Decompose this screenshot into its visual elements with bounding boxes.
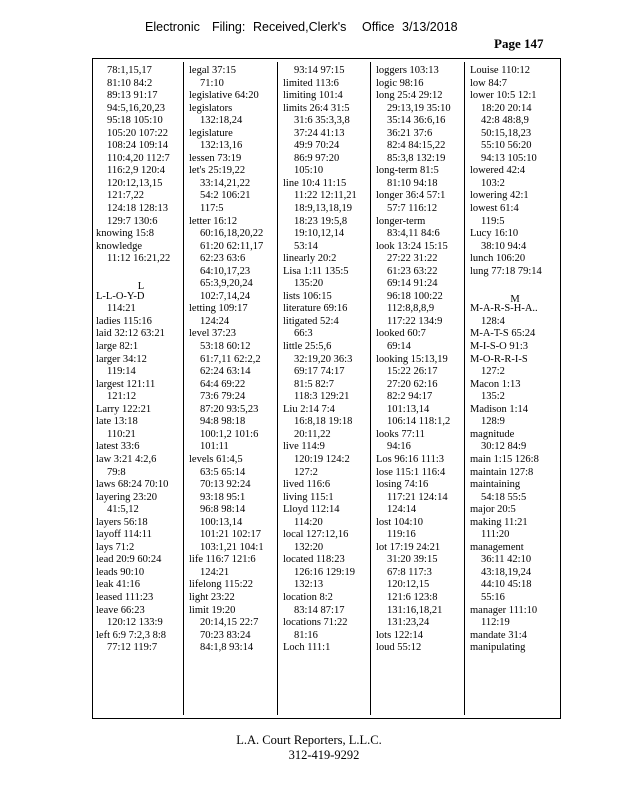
index-line: mandate 31:4 xyxy=(470,629,527,641)
section-letter-heading: M xyxy=(510,293,520,305)
index-line: limit 19:20 xyxy=(189,604,236,616)
index-line: 37:24 41:13 xyxy=(294,127,345,139)
index-line: low 84:7 xyxy=(470,77,508,89)
index-column-3 xyxy=(283,65,373,655)
index-line: 114:21 xyxy=(107,303,136,315)
index-line: Macon 1:13 xyxy=(470,378,521,390)
index-line: 100:13,14 xyxy=(200,516,243,528)
index-line: 44:10 45:18 xyxy=(481,579,532,591)
index-line: 121:6 123:8 xyxy=(387,591,438,603)
index-line: let's 25:19,22 xyxy=(189,165,246,177)
index-line: 106:14 118:1,2 xyxy=(387,416,451,428)
index-line: 83:4,11 84:6 xyxy=(387,228,440,240)
index-line: 121:12 xyxy=(107,391,137,403)
index-line: 112:19 xyxy=(481,617,510,629)
index-line: M-I-S-O 91:3 xyxy=(470,341,529,353)
index-line: 42:8 48:8,9 xyxy=(481,115,529,127)
index-line: Lloyd 112:14 xyxy=(283,504,340,516)
index-line: looked 60:7 xyxy=(376,328,426,340)
index-line: 31:6 35:3,3,8 xyxy=(294,115,350,127)
index-line: 131:23,24 xyxy=(387,617,430,629)
index-line: Los 96:16 111:3 xyxy=(376,453,445,465)
index-line: 117:21 124:14 xyxy=(387,491,448,503)
index-line: location 8:2 xyxy=(283,591,333,603)
index-line: lead 20:9 60:24 xyxy=(96,554,162,566)
index-line: layoff 114:11 xyxy=(96,529,152,541)
page-number: Page 147 xyxy=(494,36,544,51)
index-line: level 37:23 xyxy=(189,328,236,340)
index-line: 111:20 xyxy=(481,529,510,541)
stamp-office: Office xyxy=(362,20,395,34)
index-line: 129:7 130:6 xyxy=(107,215,158,227)
index-line: 35:14 36:6,16 xyxy=(387,115,446,127)
index-line: 65:3,9,20,24 xyxy=(200,278,253,290)
stamp-date: 3/13/2018 xyxy=(402,20,458,34)
index-line: little 25:5,6 xyxy=(283,341,332,353)
index-line: 50:15,18,23 xyxy=(481,127,532,139)
index-line: 53:18 60:12 xyxy=(200,341,251,353)
index-line: 11:22 12:11,21 xyxy=(294,190,357,202)
blank-line xyxy=(470,278,560,291)
blank-line xyxy=(96,266,186,279)
index-line: Lucy 16:10 xyxy=(470,228,519,240)
index-line: law 3:21 4:2,6 xyxy=(96,453,157,465)
index-column-1 xyxy=(96,65,186,655)
index-line: laws 68:24 70:10 xyxy=(96,479,169,491)
index-line: layering 23:20 xyxy=(96,491,157,503)
index-line: 71:10 xyxy=(200,77,224,89)
index-line: 77:12 119:7 xyxy=(107,642,158,654)
index-line: loggers 103:13 xyxy=(376,65,439,76)
index-line: L-L-O-Y-D xyxy=(96,290,145,302)
index-line: 67:8 117:3 xyxy=(387,566,432,578)
index-line: 119:16 xyxy=(387,529,416,541)
index-line: 78:1,15,17 xyxy=(107,65,152,76)
index-line: litigated 52:4 xyxy=(283,315,339,327)
index-line: looks 77:11 xyxy=(376,428,425,440)
index-line: living 115:1 xyxy=(283,491,334,503)
index-line: 81:10 94:18 xyxy=(387,177,438,189)
index-line: large 82:1 xyxy=(96,341,139,353)
index-line: 64:10,17,23 xyxy=(200,265,251,277)
index-line: Lisa 1:11 135:5 xyxy=(283,265,349,277)
index-line: 100:1,2 101:6 xyxy=(200,428,259,440)
index-line: 19:10,12,14 xyxy=(294,228,345,240)
index-line: 54:2 106:21 xyxy=(200,190,251,202)
index-line: loud 55:12 xyxy=(376,642,422,654)
index-line: ladies 115:16 xyxy=(96,315,152,327)
index-line: 101:21 102:17 xyxy=(200,529,261,541)
index-line: manager 111:10 xyxy=(470,604,538,616)
footer-phone: 312-419-9292 xyxy=(288,748,360,762)
index-line: major 20:5 xyxy=(470,504,516,516)
index-line: 70:23 83:24 xyxy=(200,629,251,641)
index-line: knowing 15:8 xyxy=(96,228,155,240)
index-line: life 116:7 121:6 xyxy=(189,554,256,566)
index-line: 27:20 62:16 xyxy=(387,378,438,390)
index-line: lowered 42:4 xyxy=(470,165,526,177)
index-line: leave 66:23 xyxy=(96,604,145,616)
index-line: 101:11 xyxy=(200,441,229,453)
index-line: Loch 111:1 xyxy=(283,642,331,654)
index-line: 94:8 98:18 xyxy=(200,416,246,428)
index-line: 117:22 134:9 xyxy=(387,315,443,327)
index-line: lots 122:14 xyxy=(376,629,423,641)
index-line: live 114:9 xyxy=(283,441,325,453)
index-line: maintain 127:8 xyxy=(470,466,534,478)
index-line: 15:22 26:17 xyxy=(387,366,438,378)
index-line: 102:7,14,24 xyxy=(200,290,251,302)
index-column-2 xyxy=(189,65,279,655)
stamp-electronic: Electronic xyxy=(145,20,200,34)
index-line: lays 71:2 xyxy=(96,541,135,553)
index-line: longer-term xyxy=(376,215,426,227)
index-line: 120:12 133:9 xyxy=(107,617,163,629)
index-line: 36:11 42:10 xyxy=(481,554,532,566)
index-line: 126:16 129:19 xyxy=(294,566,355,578)
index-line: making 11:21 xyxy=(470,516,528,528)
index-line: letter 16:12 xyxy=(189,215,238,227)
index-line: 103:2 xyxy=(481,177,505,189)
index-line: 103:1,21 104:1 xyxy=(200,541,264,553)
index-line: lowest 61:4 xyxy=(470,203,519,215)
index-line: legislative 64:20 xyxy=(189,90,259,102)
index-line: management xyxy=(470,541,524,553)
index-line: 84:1,8 93:14 xyxy=(200,642,254,654)
index-line: leak 41:16 xyxy=(96,579,141,591)
index-line: 114:20 xyxy=(294,516,323,528)
index-line: 61:7,11 62:2,2 xyxy=(200,353,261,365)
index-line: 85:3,8 132:19 xyxy=(387,152,446,164)
index-line: 69:14 xyxy=(387,341,411,353)
index-line: lived 116:6 xyxy=(283,479,331,491)
index-line: 69:14 91:24 xyxy=(387,278,438,290)
index-line: 61:20 62:11,17 xyxy=(200,240,264,252)
index-line: 81:16 xyxy=(294,629,318,641)
index-line: Larry 122:21 xyxy=(96,403,152,415)
index-line: 96:8 98:14 xyxy=(200,504,246,516)
index-line: 55:16 xyxy=(481,591,505,603)
index-line: letting 109:17 xyxy=(189,303,248,315)
index-line: levels 61:4,5 xyxy=(189,453,243,465)
index-line: 82:2 94:17 xyxy=(387,391,433,403)
index-line: 124:24 xyxy=(200,315,230,327)
index-line: 116:2,9 120:4 xyxy=(107,165,165,177)
index-line: M-A-T-S 65:24 xyxy=(470,328,536,340)
index-line: 61:23 63:22 xyxy=(387,265,438,277)
index-line: 30:12 84:9 xyxy=(481,441,527,453)
index-line: lost 104:10 xyxy=(376,516,423,528)
index-column-5 xyxy=(470,65,560,655)
index-line: 119:14 xyxy=(107,366,136,378)
index-line: maintaining xyxy=(470,479,521,491)
index-line: 117:5 xyxy=(200,203,224,215)
index-line: located 118:23 xyxy=(283,554,345,566)
index-line: 41:5,12 xyxy=(107,504,139,516)
index-line: linearly 20:2 xyxy=(283,253,337,265)
index-line: leads 90:10 xyxy=(96,566,145,578)
index-line: 135:2 xyxy=(481,391,505,403)
index-line: 33:14,21,22 xyxy=(200,177,251,189)
index-line: logic 98:16 xyxy=(376,77,424,89)
index-line: 60:16,18,20,22 xyxy=(200,228,264,240)
index-line: leased 111:23 xyxy=(96,591,154,603)
index-line: 54:18 55:5 xyxy=(481,491,527,503)
index-line: Louise 110:12 xyxy=(470,65,530,76)
index-line: local 127:12,16 xyxy=(283,529,349,541)
index-line: long 25:4 29:12 xyxy=(376,90,443,102)
index-line: 87:20 93:5,23 xyxy=(200,403,259,415)
index-line: 20:11,22 xyxy=(294,428,331,440)
index-line: line 10:4 11:15 xyxy=(283,177,347,189)
index-line: 124:18 128:13 xyxy=(107,203,168,215)
index-line: magnitude xyxy=(470,428,515,440)
index-line: Liu 2:14 7:4 xyxy=(283,403,335,415)
index-line: lose 115:1 116:4 xyxy=(376,466,446,478)
index-line: 31:20 39:15 xyxy=(387,554,438,566)
index-line: long-term 81:5 xyxy=(376,165,439,177)
index-line: late 13:18 xyxy=(96,416,138,428)
index-line: 124:14 xyxy=(387,504,417,516)
index-line: 73:6 79:24 xyxy=(200,391,246,403)
index-line: longer 36:4 57:1 xyxy=(376,190,446,202)
index-line: 128:9 xyxy=(481,416,505,428)
index-line: 43:18,19,24 xyxy=(481,566,532,578)
index-line: 95:18 105:10 xyxy=(107,115,163,127)
index-line: 128:4 xyxy=(481,315,505,327)
index-line: 29:13,19 35:10 xyxy=(387,102,451,114)
index-line: lung 77:18 79:14 xyxy=(470,265,542,277)
index-line: 120:19 124:2 xyxy=(294,453,350,465)
index-line: 62:23 63:6 xyxy=(200,253,246,265)
index-line: 83:14 87:17 xyxy=(294,604,345,616)
index-line: 96:18 100:22 xyxy=(387,290,443,302)
index-line: 81:5 82:7 xyxy=(294,378,334,390)
index-line: 93:14 97:15 xyxy=(294,65,345,76)
index-line: legislators xyxy=(189,102,233,114)
index-line: 120:12,15 xyxy=(387,579,430,591)
index-line: lowering 42:1 xyxy=(470,190,529,202)
index-line: limits 26:4 31:5 xyxy=(283,102,350,114)
index-line: 55:10 56:20 xyxy=(481,140,532,152)
index-line: 86:9 97:20 xyxy=(294,152,340,164)
index-line: 132:18,24 xyxy=(200,115,243,127)
index-line: 132:20 xyxy=(294,541,324,553)
index-line: 18:9,13,18,19 xyxy=(294,203,353,215)
index-line: 121:7,22 xyxy=(107,190,145,202)
index-line: 135:20 xyxy=(294,278,324,290)
index-line: literature 69:16 xyxy=(283,303,348,315)
index-line: laid 32:12 63:21 xyxy=(96,328,165,340)
index-line: 11:12 16:21,22 xyxy=(107,253,171,265)
index-line: losing 74:16 xyxy=(376,479,429,491)
index-column-4 xyxy=(376,65,466,655)
index-line: 89:13 91:17 xyxy=(107,90,158,102)
index-line: M-A-R-S-H-A.. xyxy=(470,303,538,315)
index-line: 124:21 xyxy=(200,566,230,578)
index-line: lunch 106:20 xyxy=(470,253,526,265)
index-line: 127:2 xyxy=(481,366,505,378)
index-line: main 1:15 126:8 xyxy=(470,453,539,465)
index-line: larger 34:12 xyxy=(96,353,147,365)
index-line: 120:12,13,15 xyxy=(107,177,163,189)
section-letter-heading: L xyxy=(137,281,145,293)
index-line: left 6:9 7:2,3 8:8 xyxy=(96,629,166,641)
index-line: 94:5,16,20,23 xyxy=(107,102,166,114)
index-line: legal 37:15 xyxy=(189,65,236,76)
index-line: 118:3 129:21 xyxy=(294,391,350,403)
index-line: 81:10 84:2 xyxy=(107,77,153,89)
stamp-received: Received,Clerk's xyxy=(253,20,347,34)
index-line: layers 56:18 xyxy=(96,516,148,528)
index-line: Madison 1:14 xyxy=(470,403,529,415)
index-line: 62:24 63:14 xyxy=(200,366,251,378)
index-line: 112:8,8,8,9 xyxy=(387,303,435,315)
index-line: 105:10 xyxy=(294,165,324,177)
index-line: 69:17 74:17 xyxy=(294,366,345,378)
index-line: legislature xyxy=(189,127,233,139)
index-line: 49:9 70:24 xyxy=(294,140,340,152)
index-line: 132:13,16 xyxy=(200,140,243,152)
index-line: 16:8,18 19:18 xyxy=(294,416,353,428)
index-line: lower 10:5 12:1 xyxy=(470,90,537,102)
index-line: look 13:24 15:15 xyxy=(376,240,448,252)
index-line: largest 121:11 xyxy=(96,378,156,390)
index-line: 66:3 xyxy=(294,328,313,340)
index-line: 64:4 69:22 xyxy=(200,378,246,390)
index-line: 110:21 xyxy=(107,428,136,440)
index-line: 119:5 xyxy=(481,215,505,227)
index-line: 108:24 109:14 xyxy=(107,140,168,152)
index-line: 38:10 94:4 xyxy=(481,240,527,252)
index-line: lifelong 115:22 xyxy=(189,579,254,591)
index-line: manipulating xyxy=(470,642,526,654)
index-line: 53:14 xyxy=(294,240,318,252)
index-line: limited 113:6 xyxy=(283,77,339,89)
index-line: looking 15:13,19 xyxy=(376,353,448,365)
footer-company: L.A. Court Reporters, L.L.C. xyxy=(236,733,382,747)
index-line: 36:21 37:6 xyxy=(387,127,433,139)
index-line: 70:13 92:24 xyxy=(200,479,251,491)
index-line: 82:4 84:15,22 xyxy=(387,140,446,152)
index-line: 32:19,20 36:3 xyxy=(294,353,353,365)
index-line: 93:18 95:1 xyxy=(200,491,246,503)
index-line: lot 17:19 24:21 xyxy=(376,541,441,553)
index-line: light 23:22 xyxy=(189,591,235,603)
index-line: 105:20 107:22 xyxy=(107,127,168,139)
index-line: 63:5 65:14 xyxy=(200,466,246,478)
index-line: 127:2 xyxy=(294,466,318,478)
index-line: limiting 101:4 xyxy=(283,90,343,102)
index-line: 18:23 19:5,8 xyxy=(294,215,348,227)
index-line: 57:7 116:12 xyxy=(387,203,438,215)
index-line: lessen 73:19 xyxy=(189,152,242,164)
index-line: 79:8 xyxy=(107,466,126,478)
index-line: latest 33:6 xyxy=(96,441,140,453)
index-line: 20:14,15 22:7 xyxy=(200,617,259,629)
index-line: 18:20 20:14 xyxy=(481,102,532,114)
index-line: 131:16,18,21 xyxy=(387,604,443,616)
stamp-filing: Filing: xyxy=(212,20,246,34)
index-line: 101:13,14 xyxy=(387,403,430,415)
index-line: lists 106:15 xyxy=(283,290,332,302)
index-line: M-O-R-R-I-S xyxy=(470,353,528,365)
index-line: 94:13 105:10 xyxy=(481,152,537,164)
index-line: 27:22 31:22 xyxy=(387,253,438,265)
index-line: 132:13 xyxy=(294,579,324,591)
index-line: 94:16 xyxy=(387,441,411,453)
index-line: locations 71:22 xyxy=(283,617,348,629)
index-line: 110:4,20 112:7 xyxy=(107,152,170,164)
index-line: knowledge xyxy=(96,240,143,252)
